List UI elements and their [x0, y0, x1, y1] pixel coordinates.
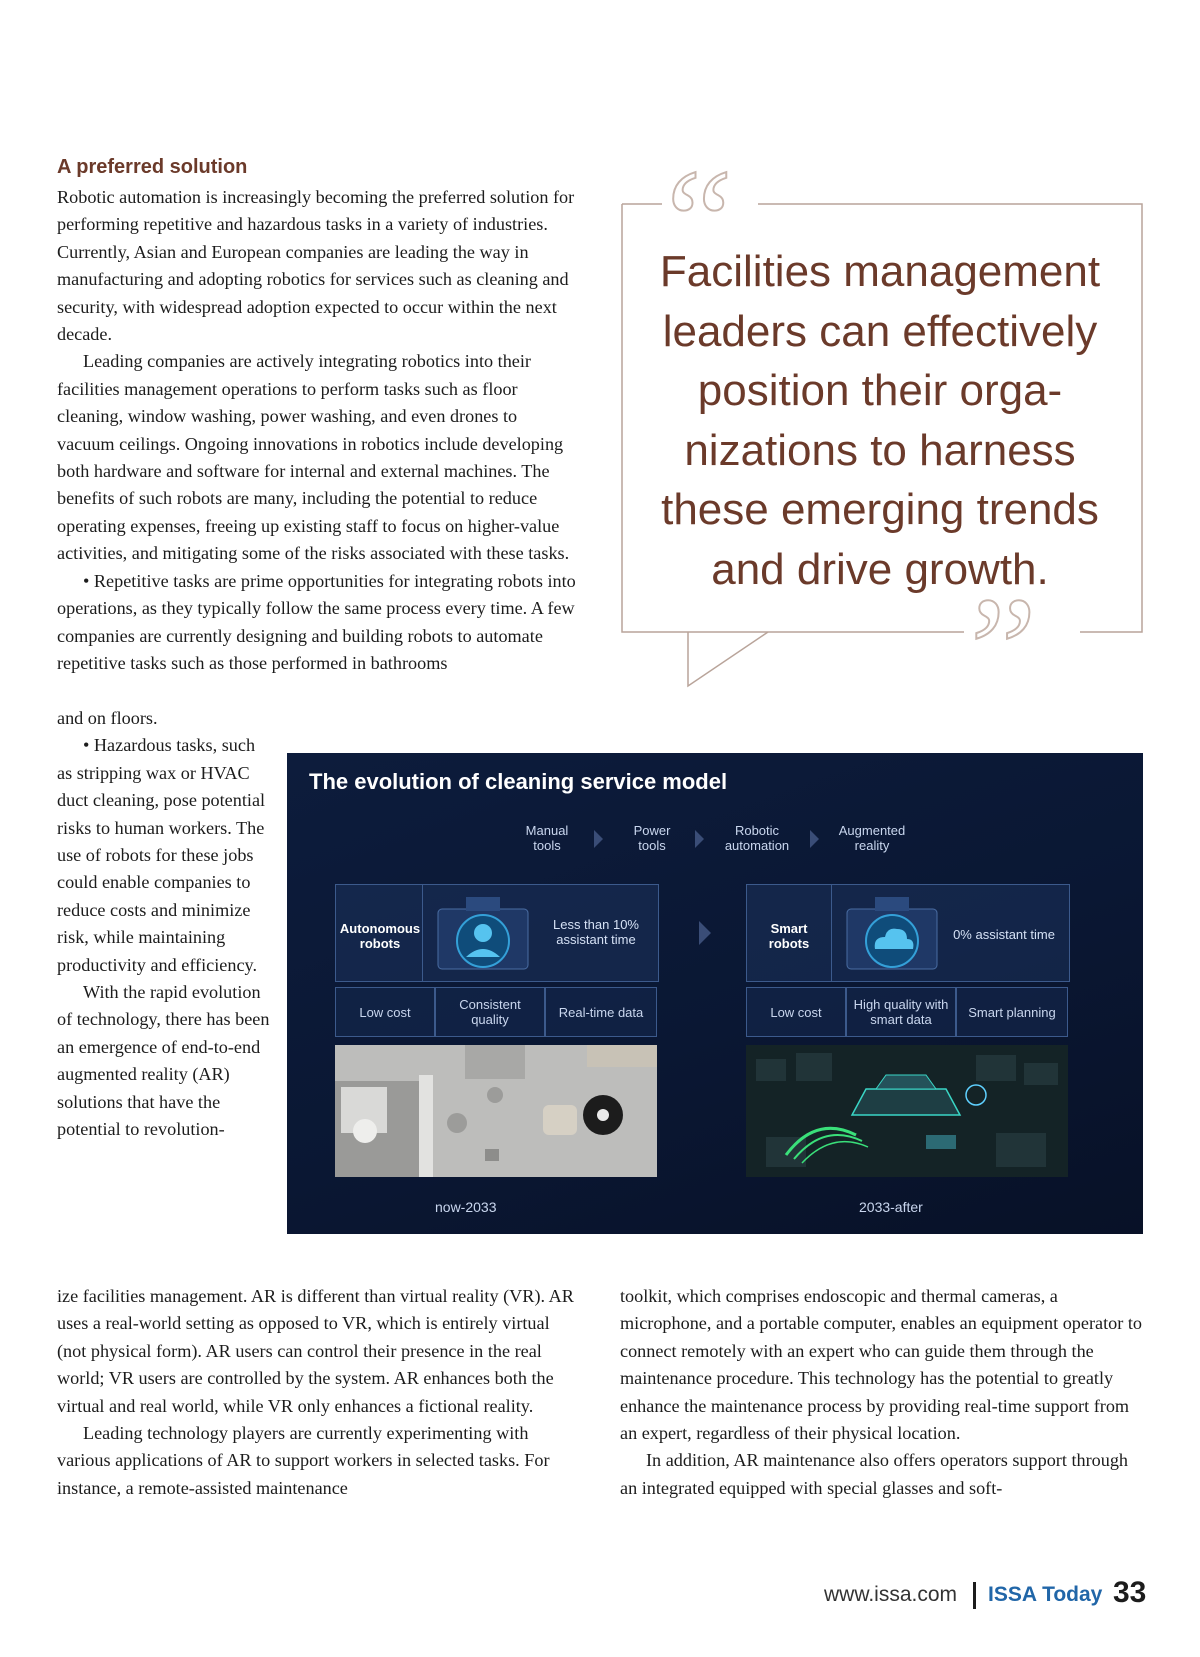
footer-url: www.issa.com	[824, 1583, 958, 1606]
paragraph-5: With the rapid evolution of technology, there has been an emergence of end-to-end augmented reality (AR) solutions that have the potential to revolution-	[57, 982, 270, 1140]
smart-robots-panel	[746, 884, 1070, 982]
pull-quote-line: Facilities management	[659, 247, 1101, 296]
period-label: 2033-after	[859, 1199, 923, 1215]
chevron-right-icon	[695, 830, 704, 848]
period-label: now-2033	[435, 1199, 497, 1215]
cloud-robot-icon	[837, 893, 947, 977]
feature-cell: Consistent quality	[435, 987, 545, 1037]
chevron-right-icon	[810, 830, 819, 848]
pull-quote-line: position their orga-	[697, 366, 1063, 415]
feature-cell: Real-time data	[545, 987, 657, 1037]
pull-quote-line: and drive growth.	[711, 544, 1049, 594]
article-column-narrow	[57, 705, 272, 1144]
step-robotic-automation: Robotic automation	[724, 823, 790, 853]
paragraph-7: In addition, AR maintenance also offers operators support through an integrated equipped with special glasses and soft-	[620, 1450, 1129, 1498]
paragraph-5-end: ize facilities management. AR is different than virtual reality (VR). AR uses a real-world setting as opposed to VR, which is entirely virtual (not physical form). AR users can control their presence in the real world; VR users are controlled by the system. AR enhances both the virtual and real world, while VR only enhances a fictional reality.	[57, 1286, 574, 1416]
paragraph-2: Leading companies are actively integrating robotics into their facilities management operations to perform tasks such as floor cleaning, window washing, power washing, and even drones to vacuum ceilings. Ongoing innovations in robotics include developing both hardware and software for internal and external machines. The benefits of such robots are many, including the potential to reduce operating expenses, freeing up existing staff to focus on higher-value activities, and mitigating some of the risks associated with these tasks.	[57, 351, 570, 564]
page-number: 33	[1113, 1576, 1147, 1609]
pull-quote	[626, 242, 1134, 599]
step-manual-tools: Manual tools	[525, 823, 569, 853]
paragraph-1: Robotic automation is increasingly becoming the preferred solution for performing repetitive and hazardous tasks in a variety of industries. Currently, Asian and European companies are leading the way in manufacturing and adopting robotics for services such as cleaning and security, with widespread adoption expected to occur within the next decade.	[57, 187, 575, 345]
autonomous-robots-label: Autonomous robots	[339, 921, 421, 951]
pull-quote-line: nizations to harness	[684, 425, 1076, 475]
assistant-time-label: 0% assistant time	[953, 927, 1055, 942]
assistant-time-label: Less than 10% assistant time	[552, 917, 639, 947]
chevron-right-icon	[594, 830, 603, 848]
smart-robots-label: Smart robots	[768, 921, 810, 951]
feature-cell: Low cost	[746, 987, 846, 1037]
office-floor-image	[335, 1045, 657, 1177]
step-augmented-reality: Augmented reality	[838, 823, 906, 853]
chevron-right-icon	[699, 921, 711, 945]
autonomous-robots-panel	[335, 884, 659, 982]
infographic-title: The evolution of cleaning service model	[309, 769, 728, 794]
paragraph-6-end: toolkit, which comprises endoscopic and thermal cameras, a microphone, and a portable computer, enables an equipment operator to connect remotely with an expert who can guide them through the maintenance procedure. This technology has the potential to greatly enhance the maintenance process by providing real-time support from an expert, regardless of their physical location.	[620, 1286, 1142, 1444]
robot-worker-icon	[428, 893, 538, 977]
article-column-upper	[57, 184, 577, 677]
section-heading: A preferred solution	[57, 156, 248, 178]
digital-city-image	[746, 1045, 1068, 1177]
footer-divider	[973, 1582, 976, 1609]
step-power-tools: Power tools	[633, 823, 671, 853]
paragraph-6: Leading technology players are currently experimenting with various applications of AR to support workers in selected tasks. For instance, a remote-assisted maintenance	[57, 1423, 550, 1498]
paragraph-3-end: and on floors.	[57, 708, 158, 728]
article-column-lower-right	[620, 1283, 1142, 1502]
paragraph-3: • Repetitive tasks are prime opportunities for integrating robots into operations, as they typically follow the same process every time. A few companies are currently designing and building robots to automate repetitive tasks such as those performed in bathrooms	[57, 570, 576, 673]
footer-magazine-name: ISSA Today	[988, 1583, 1103, 1606]
paragraph-4: • Hazardous tasks, such as stripping wax or HVAC duct cleaning, pose potential risks to human workers. The use of robots for these jobs could enable companies to reduce costs and minimize risk, while maintaining productivity and efficiency.	[57, 735, 266, 975]
feature-cell: Smart planning	[956, 987, 1068, 1037]
infographic	[287, 753, 1143, 1234]
svg-text:“: “	[666, 160, 733, 305]
feature-cell: Low cost	[335, 987, 435, 1037]
svg-text:”: ”	[970, 567, 1037, 700]
pull-quote-line: these emerging trends	[661, 485, 1099, 534]
article-column-lower-left	[57, 1283, 579, 1502]
feature-cell: High quality with smart data	[846, 987, 956, 1037]
pull-quote-line: leaders can effectively	[662, 306, 1098, 356]
